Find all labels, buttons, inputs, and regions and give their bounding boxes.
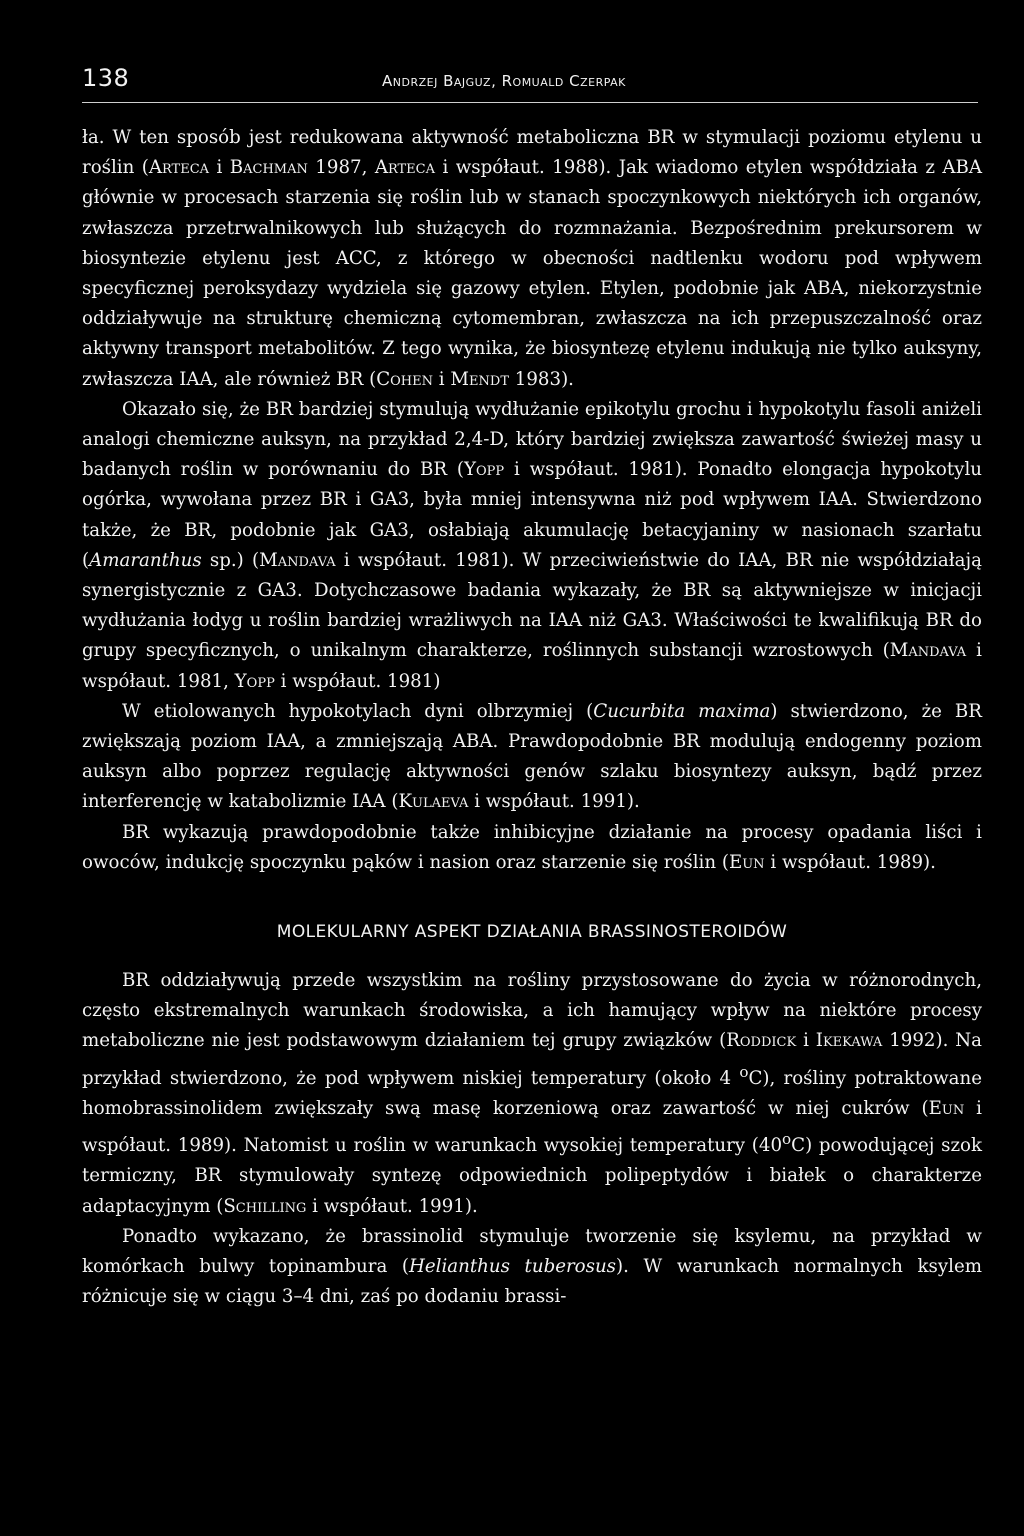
paragraph: BR oddziaływują przede wszystkim na rośliny przystosowane do życia w różnorodnych, często ekstremalnych warunkach środowiska, a ich hamujący wpływ na niektóre procesy metaboliczne nie jest podstawowym działaniem tej grupy związków (Roddick i Ikekawa 1992). Na przykład stwierdzono, że pod wpływem niskiej temperatury (około 4 $^o$C), rośliny potraktowane homobrassinolidem zwiększały swą masę korzeniową oraz zawartość w niej cukrów (Eun i współaut. 1989). Natomist u roślin w warunkach wysokiej temperatury (40$^o$C) powodującej szok termiczny, BR stymulowały syntezę odpowiednich polipeptydów i białek o charakterze adaptacyjnym (Schilling i współaut. 1991). bbox=[82, 970, 983, 1217]
paragraph: Okazało się, że BR bardziej stymulują wydłużanie epikotylu grochu i hypokotylu fasoli aniżeli analogi chemiczne auksyn, na przykład 2,4-D, który bardziej zwiększa zawartość świeżej masy u badanych roślin w porównaniu do BR (Yopp i współaut. 1981). Ponadto elongacja hypokotylu ogórka, wywołana przez BR i GA3, była mniej intensywna niż pod wpływem IAA. Stwierdzono także, że BR, podobnie jak GA3, osłabiają akumulację betacyjaniny w nasionach szarłatu (Amaranthus sp.) (Mandava i współaut. 1981). W przeciwieństwie do IAA, BR nie współdziałają synergistycznie z GA3. Dotychczasowe badania wykazały, że BR są aktywniejsze w inicjacji wydłużania łodyg u roślin bardziej wrażliwych na IAA niż GA3. Właściwości te kwalifikują BR do grupy specyficznych, o unikalnym charakterze, roślinnych substancji wzrostowych (Mandava i współaut. 1981, Yopp i współaut. 1981) bbox=[82, 398, 982, 692]
running-head: Andrzej Bajguz, Romuald Czerpak bbox=[382, 72, 626, 90]
page-number: 138 bbox=[82, 64, 130, 92]
section-heading: MOLEKULARNY ASPEKT DZIAŁANIA BRASSINOSTEROIDÓW bbox=[276, 922, 788, 943]
body-text-bottom bbox=[82, 966, 982, 1312]
paragraph: W etiolowanych hypokotylach dyni olbrzymiej (Cucurbita maxima) stwierdzono, że BR zwiększają poziom IAA, a zmniejszają ABA. Prawdopodobnie BR modulują endogenny poziom auksyn albo poprzez regulację aktywności genów szlaku biosyntezy auksyn, bądź przez interferencję w katabolizmie IAA (Kulaeva i współaut. 1991). bbox=[82, 700, 982, 813]
paragraph: BR wykazują prawdopodobnie także inhibicyjne działanie na procesy opadania liści i owoców, indukcję spoczynku pąków i nasion oraz starzenie się roślin (Eun i współaut. 1989). bbox=[82, 821, 982, 873]
body-text-top bbox=[82, 123, 982, 878]
paragraph: Ponadto wykazano, że brassinolid stymuluje tworzenie się ksylemu, na przykład w komórkach bulwy topinambura (Helianthus tuberosus). W warunkach normalnych ksylem różnicuje się w ciągu 3–4 dni, zaś po dodaniu brassi- bbox=[82, 1225, 982, 1308]
page-header bbox=[82, 62, 978, 103]
paragraph: ła. W ten sposób jest redukowana aktywność metaboliczna BR w stymulacji poziomu etylenu u roślin (Arteca i Bachman 1987, Arteca i współaut. 1988). Jak wiadomo etylen współdziała z ABA głównie w procesach starzenia się roślin lub w stanach spoczynkowych niektórych ich organów, zwłaszcza przetrwalnikowych lub służących do rozmnażania. Bezpośrednim prekursorem w biosyntezie etylenu jest ACC, z którego w obecności nadtlenku wodoru pod wpływem specyficznej peroksydazy wydziela się gazowy etylen. Etylen, podobnie jak ABA, niekorzystnie oddziaływuje na strukturę chemiczną cytomembran, zwłaszcza na ich przepuszczalność oraz aktywny transport metabolitów. Z tego wynika, że biosyntezę etylenu indukują nie tylko auksyny, zwłaszcza IAA, ale również BR (Cohen i Mendt 1983). bbox=[82, 127, 982, 390]
